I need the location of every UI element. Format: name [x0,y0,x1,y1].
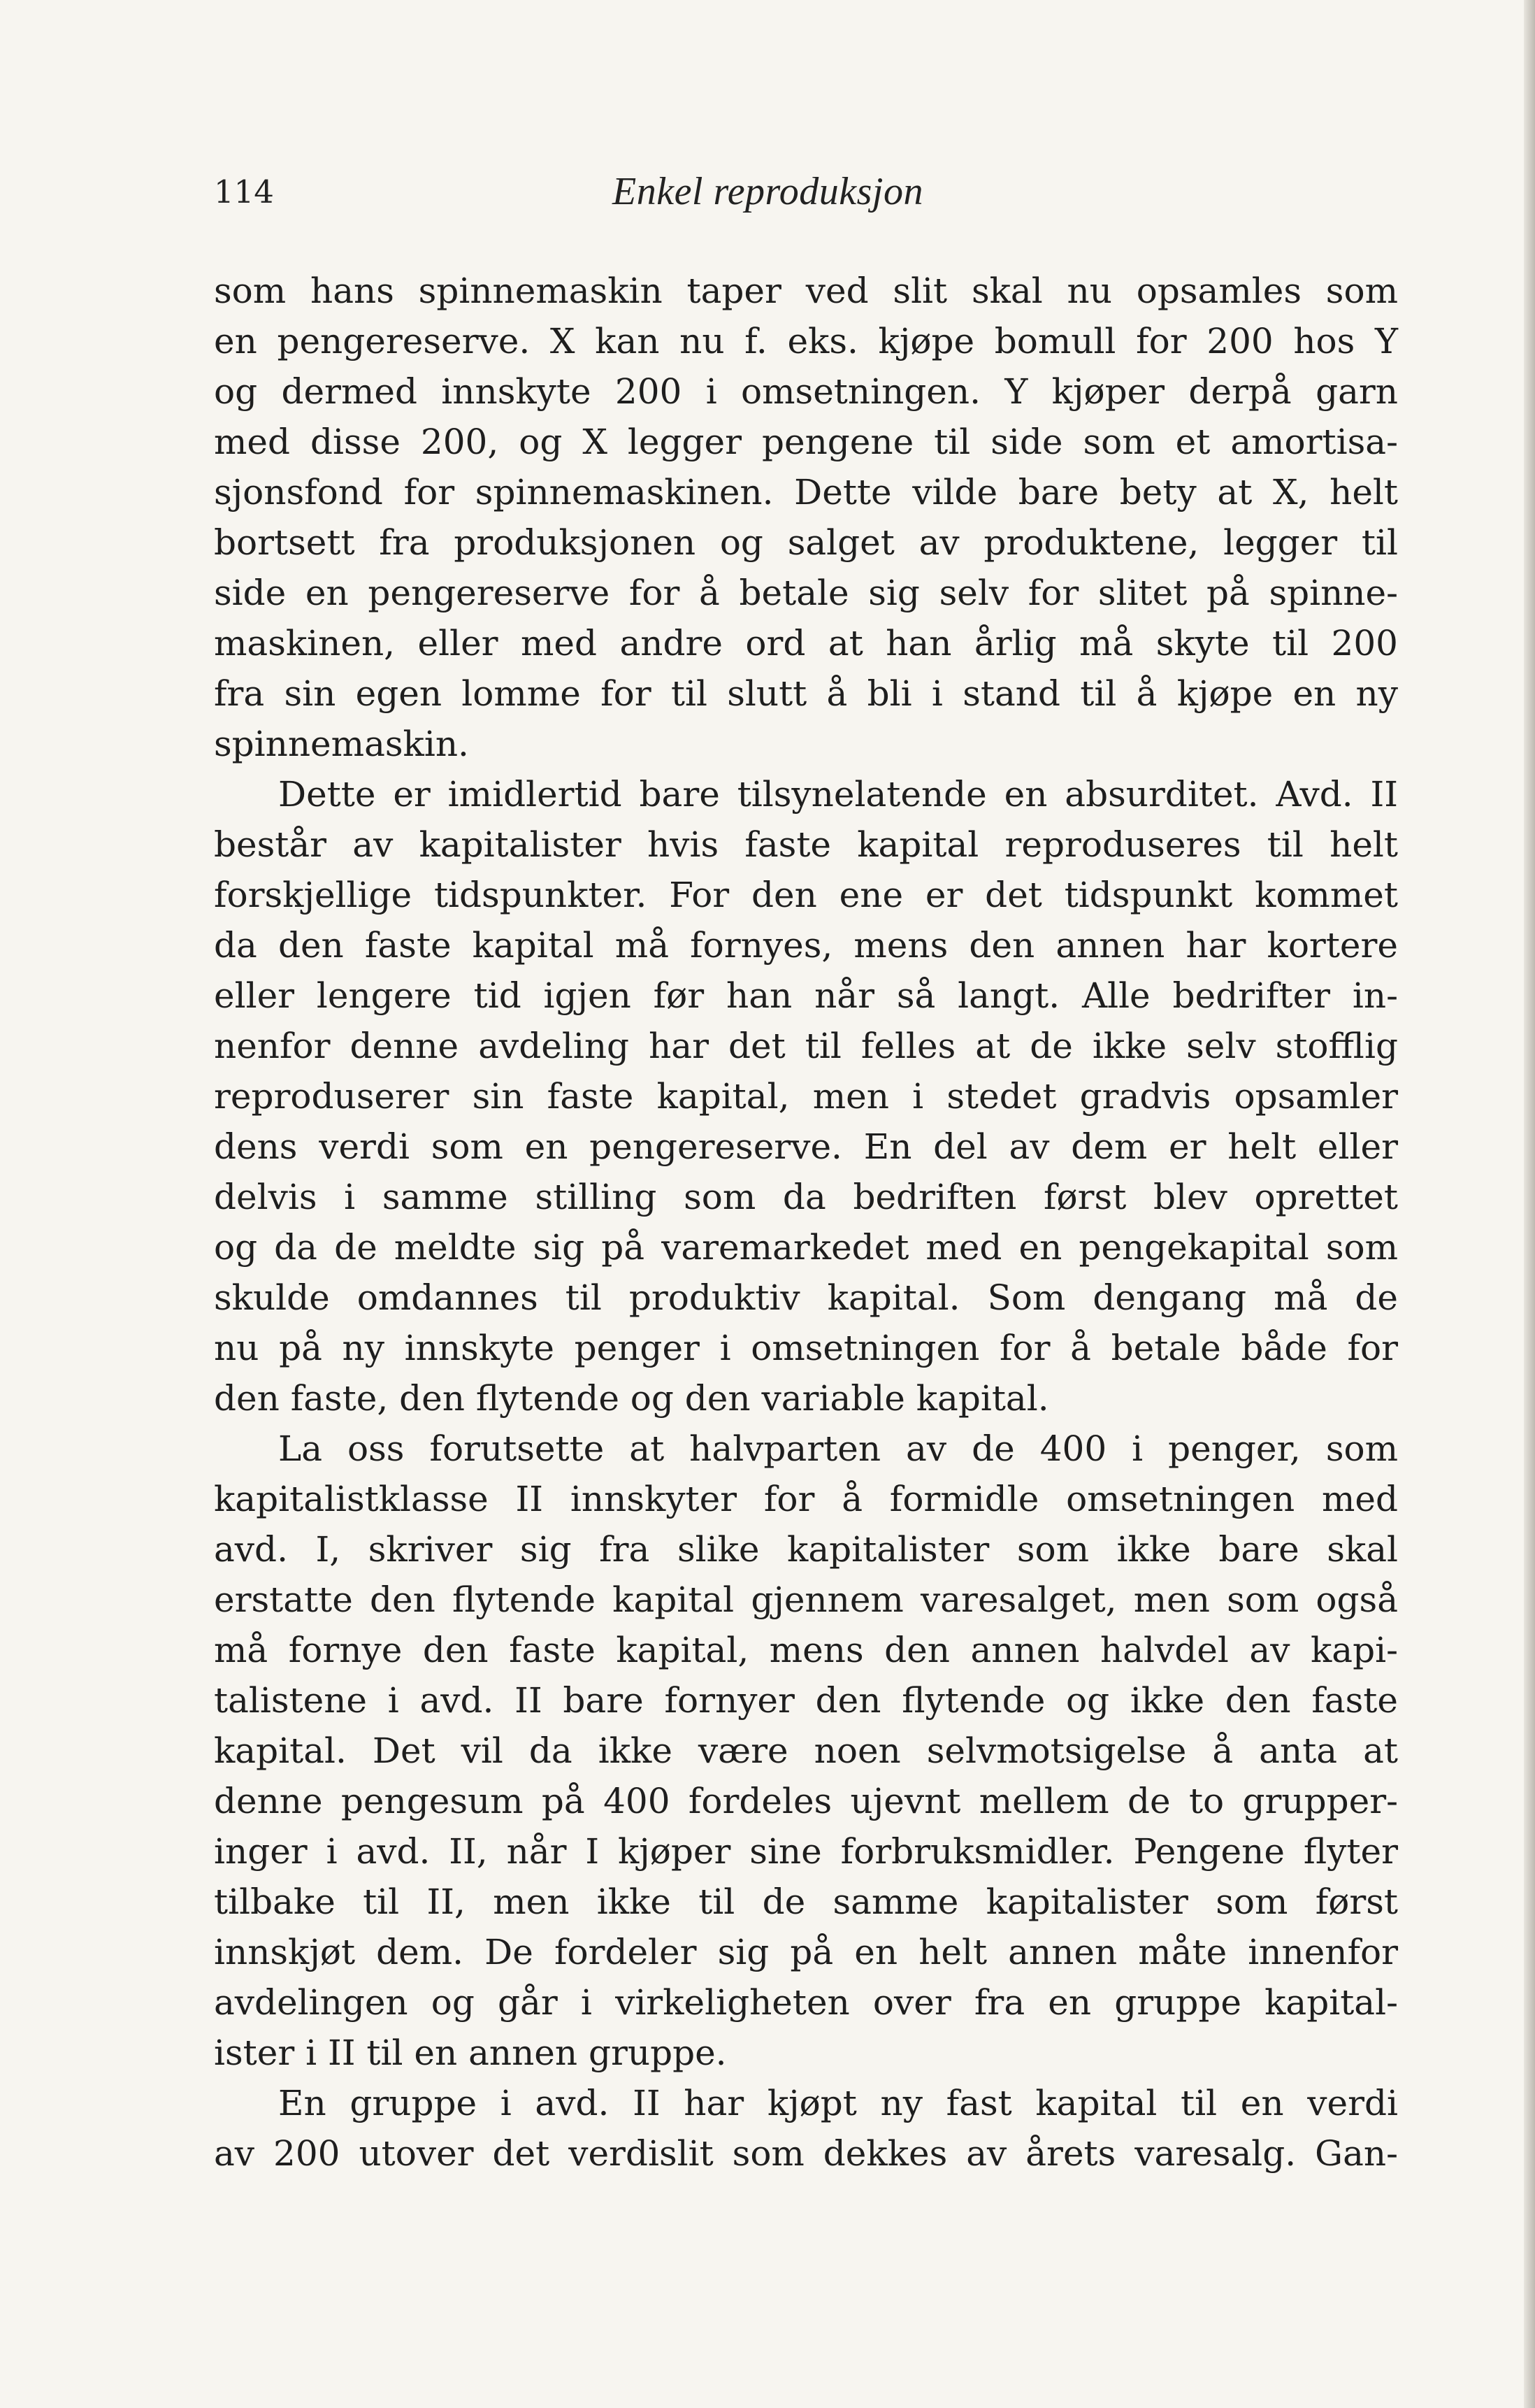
body-text [214,266,1398,2179]
text-line: bortsett fra produksjonen og salget av produktene, legger til [214,522,1398,563]
text-line: av 200 utover det verdislit som dekkes av årets varesalg. Gan- [214,2133,1398,2174]
paragraph-start-line: La oss forutsette at halvparten av de 400 i penger, som [278,1428,1398,1469]
text-line: sjonsfond for spinnemaskinen. Dette vilde bare bety at X, helt [214,472,1398,513]
page-edge-shadow [1524,0,1535,2408]
paragraph-start-line: Dette er imidlertid bare tilsynelatende en absurditet. Avd. II [278,774,1398,815]
text-line: som hans spinnemaskin taper ved slit skal nu opsamles som [214,271,1398,311]
text-line: ister i II til en annen gruppe. [214,2033,727,2073]
text-line: avd. I, skriver sig fra slike kapitalister som ikke bare skal [214,1529,1398,1570]
text-line: erstatte den flytende kapital gjennem varesalget, men som også [214,1579,1398,1620]
text-line: kapitalistklasse II innskyter for å formidle omsetningen med [214,1479,1398,1519]
text-line: maskinen, eller med andre ord at han årlig må skyte til 200 [214,623,1398,664]
text-line: innskjøt dem. De fordeler sig på en helt annen måte innenfor [214,1932,1398,1972]
text-line: delvis i samme stilling som da bedriften først blev oprettet [214,1177,1398,1217]
paragraph-start-line: En gruppe i avd. II har kjøpt ny fast kapital til en verdi [278,2083,1398,2123]
text-line: en pengereserve. X kan nu f. eks. kjøpe bomull for 200 hos Y [214,321,1398,361]
text-line: talistene i avd. II bare fornyer den flytende og ikke den faste [214,1680,1398,1721]
text-line: inger i avd. II, når I kjøper sine forbruksmidler. Pengene flyter [214,1831,1398,1872]
text-line: med disse 200, og X legger pengene til side som et amortisa- [214,422,1398,462]
page-number: 114 [214,173,274,210]
text-line: eller lengere tid igjen før han når så langt. Alle bedrifter in- [214,975,1398,1016]
text-line: og dermed innskyte 200 i omsetningen. Y kjøper derpå garn [214,371,1398,412]
text-line: denne pengesum på 400 fordeles ujevnt mellem de to grupper- [214,1781,1398,1821]
text-line: nenfor denne avdeling har det til felles at de ikke selv stofflig [214,1026,1398,1066]
running-header [214,170,1402,229]
text-line: nu på ny innskyte penger i omsetningen for å betale både for [214,1328,1398,1368]
text-line: spinnemaskin. [214,724,469,764]
text-line: må fornye den faste kapital, mens den annen halvdel av kapi- [214,1630,1398,1670]
text-line: fra sin egen lomme for til slutt å bli i stand til å kjøpe en ny [214,673,1398,714]
text-line: side en pengereserve for å betale sig selv for slitet på spinne- [214,573,1398,613]
text-line: og da de meldte sig på varemarkedet med en pengekapital som [214,1227,1398,1268]
text-line: dens verdi som en pengereserve. En del av dem er helt eller [214,1126,1398,1167]
text-line: reproduserer sin faste kapital, men i stedet gradvis opsamler [214,1076,1398,1117]
text-line: kapital. Det vil da ikke være noen selvmotsigelse å anta at [214,1730,1398,1771]
text-line: den faste, den flytende og den variable kapital. [214,1378,1049,1419]
running-title: Enkel reproduksjon [612,170,923,213]
text-line: forskjellige tidspunkter. For den ene er det tidspunkt kommet [214,875,1398,915]
text-line: tilbake til II, men ikke til de samme kapitalister som først [214,1882,1398,1922]
text-line: består av kapitalister hvis faste kapital reproduseres til helt [214,824,1398,865]
text-line: da den faste kapital må fornyes, mens den annen har kortere [214,925,1398,966]
text-line: avdelingen og går i virkeligheten over fra en gruppe kapital- [214,1982,1398,2023]
text-line: skulde omdannes til produktiv kapital. Som dengang må de [214,1277,1398,1318]
